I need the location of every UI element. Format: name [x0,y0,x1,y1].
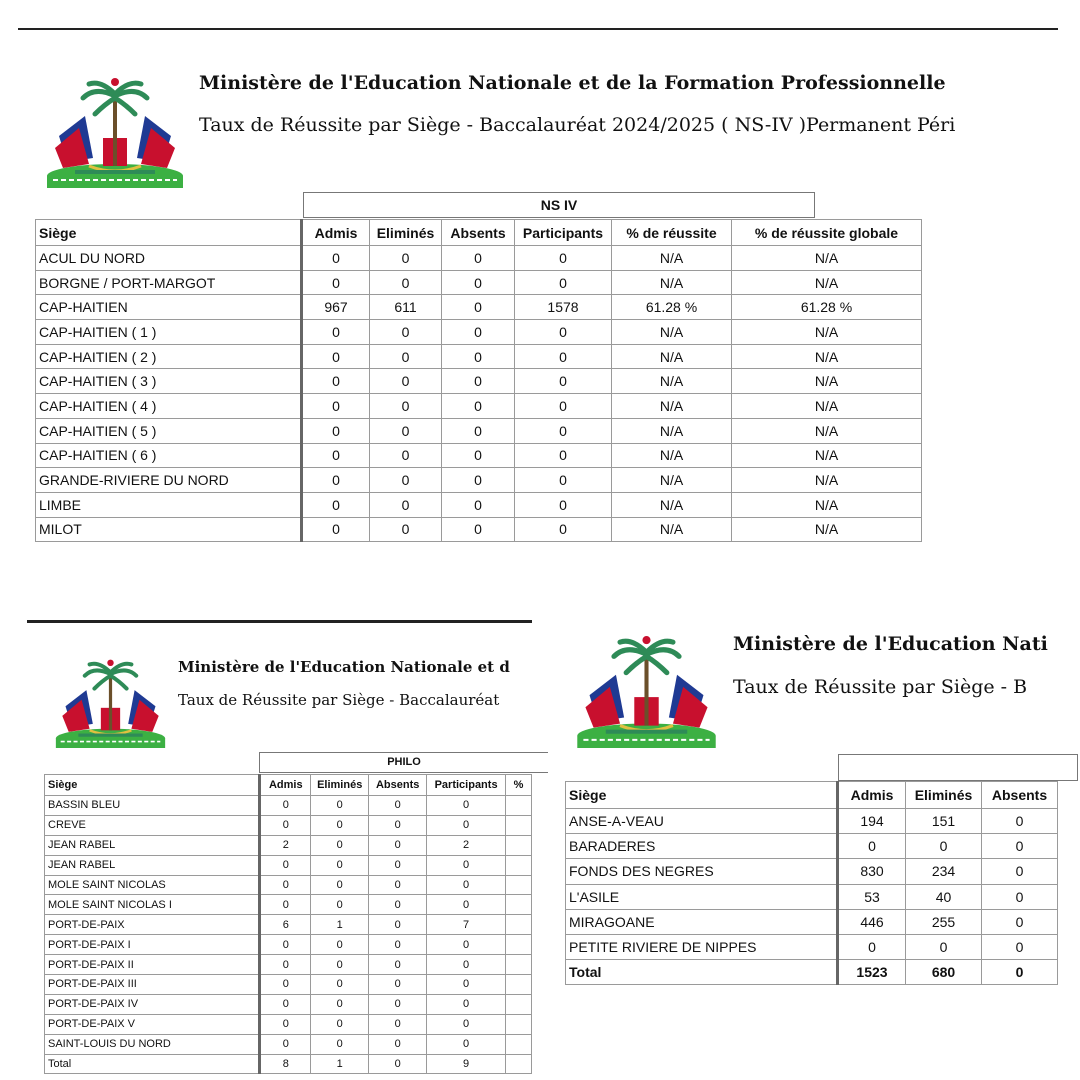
value-cell: N/A [732,468,922,493]
table-row [566,934,1058,959]
panel-ns4 [18,20,1058,538]
siege-cell: CAP-HAITIEN ( 5 ) [36,418,302,443]
haiti-coat-of-arms-icon [574,634,719,748]
group-header: NS IV [303,192,815,218]
ministry-title: Ministère de l'Education Nationale et d [178,658,510,676]
siege-cell: CAP-HAITIEN ( 4 ) [36,394,302,419]
page-subtitle: Taux de Réussite par Siège - Baccalauréat 2024/2025 ( NS-IV )Permanent Péri [199,114,956,136]
table-row [566,809,1058,834]
value-cell: 0 [515,468,612,493]
siege-cell: ACUL DU NORD [36,246,302,271]
siege-cell: CAP-HAITIEN ( 2 ) [36,344,302,369]
value-cell: 0 [982,960,1058,985]
value-cell: 0 [982,834,1058,859]
table-row [36,320,922,345]
value-cell: 0 [427,1014,506,1034]
value-cell: N/A [732,418,922,443]
value-cell: 0 [260,815,311,835]
table-row [45,895,532,915]
value-cell: 0 [369,975,427,995]
value-cell: 446 [838,909,906,934]
table-row [36,517,922,542]
value-cell: 0 [369,1014,427,1034]
value-cell: 0 [369,1054,427,1074]
siege-cell: Total [566,960,838,985]
value-cell: N/A [732,320,922,345]
value-cell [506,915,532,935]
value-cell: 0 [427,955,506,975]
table-row [36,295,922,320]
value-cell: 0 [369,994,427,1014]
value-cell: 0 [370,246,442,271]
value-cell: 0 [369,1034,427,1054]
value-cell: N/A [732,246,922,271]
value-cell: 0 [906,934,982,959]
value-cell: 0 [515,344,612,369]
value-cell: 0 [427,935,506,955]
table-row [45,1034,532,1054]
siege-cell: SAINT-LOUIS DU NORD [45,1034,260,1054]
siege-cell: PORT-DE-PAIX I [45,935,260,955]
siege-cell: JEAN RABEL [45,855,260,875]
value-cell: 61.28 % [732,295,922,320]
value-cell: 0 [311,1014,369,1034]
value-cell: 0 [427,895,506,915]
value-cell: 8 [260,1054,311,1074]
value-cell: 0 [302,492,370,517]
value-cell: 0 [370,418,442,443]
value-cell: 0 [311,835,369,855]
value-cell [506,895,532,915]
value-cell: 0 [427,975,506,995]
siege-cell: GRANDE-RIVIERE DU NORD [36,468,302,493]
value-cell: 611 [370,295,442,320]
table-row [36,344,922,369]
value-cell: 0 [442,320,515,345]
table-row [36,394,922,419]
value-cell: 0 [442,344,515,369]
value-cell: 0 [982,884,1058,909]
siege-cell: BARADERES [566,834,838,859]
col-header: Participants [515,220,612,246]
value-cell: 0 [369,855,427,875]
value-cell: 0 [260,895,311,915]
value-cell: 0 [515,394,612,419]
col-header: Absents [369,775,427,796]
value-cell: N/A [612,246,732,271]
value-cell: 53 [838,884,906,909]
value-cell: 0 [370,320,442,345]
siege-cell: CAP-HAITIEN [36,295,302,320]
value-cell: 0 [302,517,370,542]
table-row [45,915,532,935]
siege-cell: PORT-DE-PAIX [45,915,260,935]
siege-cell: L'ASILE [566,884,838,909]
siege-cell: PORT-DE-PAIX II [45,955,260,975]
siege-cell: FONDS DES NEGRES [566,859,838,884]
col-header: Siège [45,775,260,796]
value-cell: 0 [370,344,442,369]
value-cell: 0 [260,796,311,816]
table-row [36,492,922,517]
value-cell: N/A [612,394,732,419]
value-cell: 1 [311,915,369,935]
table-row [45,994,532,1014]
table-row [566,909,1058,934]
value-cell: 0 [311,994,369,1014]
table-row [45,815,532,835]
value-cell: 0 [442,517,515,542]
col-header: Admis [260,775,311,796]
value-cell: 0 [260,1034,311,1054]
siege-cell: BASSIN BLEU [45,796,260,816]
value-cell: 2 [427,835,506,855]
col-header: % de réussite [612,220,732,246]
results-table [35,219,922,542]
table-row [36,468,922,493]
siege-cell: MOLE SAINT NICOLAS [45,875,260,895]
siege-cell: LIMBE [36,492,302,517]
value-cell: 0 [260,855,311,875]
value-cell: 0 [906,834,982,859]
value-cell: 0 [427,855,506,875]
value-cell: 0 [427,994,506,1014]
value-cell: 0 [442,246,515,271]
value-cell: N/A [732,394,922,419]
value-cell: 0 [311,855,369,875]
siege-cell: Total [45,1054,260,1074]
value-cell: 0 [260,875,311,895]
col-header: % [506,775,532,796]
value-cell: 0 [370,468,442,493]
value-cell: 0 [369,895,427,915]
value-cell: 0 [260,994,311,1014]
value-cell: 0 [369,815,427,835]
haiti-coat-of-arms-icon [53,658,168,748]
siege-cell: PETITE RIVIERE DE NIPPES [566,934,838,959]
value-cell: 194 [838,809,906,834]
siege-cell: MILOT [36,517,302,542]
siege-cell: JEAN RABEL [45,835,260,855]
value-cell: N/A [732,344,922,369]
top-rule [18,28,1058,30]
group-header: PHILO [259,752,549,773]
table-row [45,875,532,895]
value-cell: 0 [982,809,1058,834]
siege-cell: CAP-HAITIEN ( 6 ) [36,443,302,468]
value-cell [506,994,532,1014]
table-row [36,270,922,295]
value-cell: 0 [370,369,442,394]
value-cell: 0 [442,295,515,320]
value-cell: 0 [427,796,506,816]
siege-cell: ANSE-A-VEAU [566,809,838,834]
table-row [45,855,532,875]
value-cell: 151 [906,809,982,834]
value-cell: 7 [427,915,506,935]
header-row [566,782,1058,809]
value-cell: 0 [302,320,370,345]
value-cell: 0 [982,909,1058,934]
value-cell: 0 [442,394,515,419]
value-cell: N/A [612,443,732,468]
value-cell: 0 [515,270,612,295]
value-cell: 9 [427,1054,506,1074]
table-row [45,1014,532,1034]
value-cell [506,835,532,855]
value-cell: 0 [369,955,427,975]
value-cell: N/A [612,270,732,295]
value-cell [506,796,532,816]
ministry-title: Ministère de l'Education Nati [733,633,1048,655]
value-cell [506,1014,532,1034]
value-cell: N/A [612,369,732,394]
value-cell: 0 [515,443,612,468]
value-cell: 0 [302,443,370,468]
table-row [566,834,1058,859]
value-cell: 0 [302,246,370,271]
col-header: Siège [566,782,838,809]
value-cell: 2 [260,835,311,855]
table-row [566,960,1058,985]
value-cell: 234 [906,859,982,884]
value-cell: 0 [515,369,612,394]
value-cell: N/A [732,492,922,517]
siege-cell: CAP-HAITIEN ( 3 ) [36,369,302,394]
col-header: Absents [442,220,515,246]
top-rule [27,620,532,623]
value-cell: 0 [260,975,311,995]
value-cell: 967 [302,295,370,320]
value-cell: 830 [838,859,906,884]
value-cell: 0 [311,875,369,895]
value-cell: 0 [515,492,612,517]
value-cell [506,935,532,955]
col-header: Eliminés [311,775,369,796]
value-cell: N/A [732,443,922,468]
siege-cell: MOLE SAINT NICOLAS I [45,895,260,915]
value-cell [506,1034,532,1054]
value-cell: 0 [369,835,427,855]
table-row [45,796,532,816]
value-cell: 0 [302,394,370,419]
value-cell: 0 [369,875,427,895]
col-header: Admis [838,782,906,809]
value-cell [506,975,532,995]
value-cell: N/A [612,492,732,517]
col-header: Admis [302,220,370,246]
value-cell: 0 [982,859,1058,884]
value-cell: 0 [302,468,370,493]
value-cell: 0 [442,492,515,517]
value-cell: 0 [427,815,506,835]
haiti-coat-of-arms-icon [44,76,186,188]
value-cell: N/A [732,369,922,394]
col-header: Participants [427,775,506,796]
value-cell: N/A [732,517,922,542]
results-table [565,781,1058,985]
header-row [45,775,532,796]
value-cell: 0 [370,270,442,295]
value-cell: 1578 [515,295,612,320]
value-cell: 0 [311,796,369,816]
value-cell: N/A [612,517,732,542]
col-header: % de réussite globale [732,220,922,246]
value-cell: 0 [370,394,442,419]
siege-cell: CREVE [45,815,260,835]
value-cell: N/A [612,418,732,443]
value-cell: 0 [311,815,369,835]
table-row [36,443,922,468]
value-cell: 0 [838,934,906,959]
value-cell: 0 [427,875,506,895]
value-cell: 0 [302,270,370,295]
value-cell [506,955,532,975]
col-header: Absents [982,782,1058,809]
value-cell: 680 [906,960,982,985]
table-row [45,1054,532,1074]
value-cell [506,875,532,895]
page-subtitle: Taux de Réussite par Siège - B [733,676,1028,698]
table-row [45,835,532,855]
table-row [36,246,922,271]
value-cell [506,855,532,875]
value-cell: 1 [311,1054,369,1074]
value-cell: N/A [612,320,732,345]
value-cell: N/A [612,344,732,369]
siege-cell: BORGNE / PORT-MARGOT [36,270,302,295]
table-row [45,955,532,975]
siege-cell: PORT-DE-PAIX IV [45,994,260,1014]
value-cell: 0 [515,246,612,271]
value-cell: 0 [442,443,515,468]
value-cell: 0 [311,935,369,955]
siege-cell: PORT-DE-PAIX III [45,975,260,995]
value-cell: 0 [442,369,515,394]
siege-cell: CAP-HAITIEN ( 1 ) [36,320,302,345]
value-cell: 0 [311,895,369,915]
header-row [36,220,922,246]
siege-cell: MIRAGOANE [566,909,838,934]
value-cell: 0 [982,934,1058,959]
value-cell: 0 [302,369,370,394]
value-cell: 0 [302,344,370,369]
value-cell: 0 [370,517,442,542]
value-cell [506,1054,532,1074]
table-row [36,369,922,394]
value-cell: 40 [906,884,982,909]
value-cell: 0 [369,915,427,935]
value-cell: 0 [260,955,311,975]
table-row [36,418,922,443]
panel-nippes [548,594,1062,1014]
value-cell: 0 [311,1034,369,1054]
value-cell: 0 [515,517,612,542]
value-cell: 0 [370,443,442,468]
value-cell: N/A [612,468,732,493]
value-cell: 0 [515,418,612,443]
ministry-title: Ministère de l'Education Nationale et de la Formation Professionnelle [199,72,946,94]
value-cell: 0 [442,418,515,443]
value-cell: 0 [260,935,311,955]
value-cell: 255 [906,909,982,934]
group-header [838,754,1078,781]
value-cell: 0 [260,1014,311,1034]
table-row [45,975,532,995]
col-header: Eliminés [906,782,982,809]
value-cell: 0 [442,468,515,493]
table-row [566,884,1058,909]
siege-cell: PORT-DE-PAIX V [45,1014,260,1034]
value-cell: 0 [427,1034,506,1054]
page-subtitle: Taux de Réussite par Siège - Baccalauréat [178,691,500,709]
value-cell: 0 [442,270,515,295]
value-cell: 0 [370,492,442,517]
value-cell: 0 [515,320,612,345]
col-header: Eliminés [370,220,442,246]
value-cell: 0 [302,418,370,443]
value-cell: 61.28 % [612,295,732,320]
value-cell: 0 [311,955,369,975]
value-cell: 0 [369,796,427,816]
panel-philo [27,618,532,1071]
value-cell: 1523 [838,960,906,985]
value-cell: N/A [732,270,922,295]
table-row [566,859,1058,884]
value-cell: 0 [838,834,906,859]
results-table [44,774,532,1074]
value-cell [506,815,532,835]
value-cell: 0 [311,975,369,995]
col-header: Siège [36,220,302,246]
table-row [45,935,532,955]
value-cell: 6 [260,915,311,935]
value-cell: 0 [369,935,427,955]
